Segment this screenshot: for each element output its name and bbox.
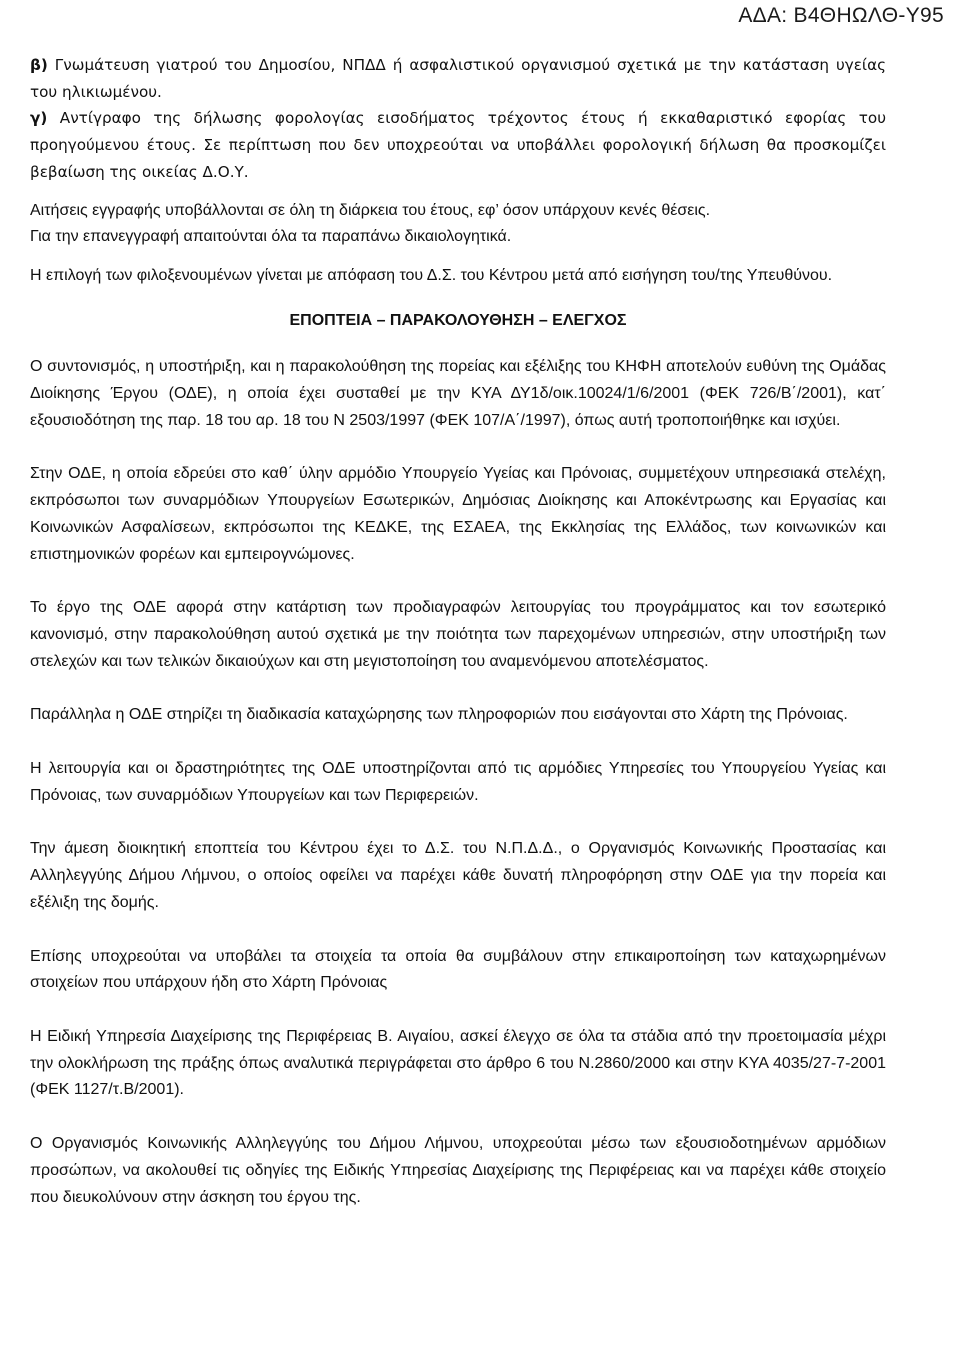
selection-note: Η επιλογή των φιλοξενουμένων γίνεται με απόφαση του Δ.Σ. του Κέντρου μετά από εισήγηση του/της Υπευθύνου.: [30, 266, 833, 284]
section-paragraphs: [30, 354, 886, 1211]
section-heading: ΕΠΟΠΤΕΙΑ – ΠΑΡΑΚΟΛΟΥΘΗΣΗ – ΕΛΕΓΧΟΣ: [289, 311, 627, 329]
paragraph: Ο συντονισμός, η υποστήριξη, και η παρακολούθηση της πορείας και εξέλιξης του ΚΗΦΗ αποτελούν ευθύνη της Ομάδας Διοίκησης Έργου (ΟΔΕ), η οποία έχει συσταθεί με την ΚΥΑ ΔΥ1δ/οικ.10024/1/6/2001 (ΦΕΚ 726/Β΄/2001), κατ΄ εξουσιοδότηση της παρ. 18 του αρ. 18 του Ν 2503/1997 (ΦΕΚ 107/Α΄/1997), όπως αυτή τροποποιήθηκε και ισχύει.: [30, 358, 886, 429]
ada-code: ΑΔΑ: Β4ΘΗΩΛΘ-Υ95: [738, 4, 944, 27]
item-text-c: Αντίγραφο της δήλωσης φορολογίας εισοδήματος τρέχοντος έτους ή εκκαθαριστικό εφορίας του προηγούμενου έτους. Σε περίπτωση που δεν υποχρεούται να υποβάλλει φορολογική δήλωση θα προσκομίζει βεβαίωση της οικείας Δ.Ο.Υ.: [30, 109, 886, 181]
reregistration-note: Για την επανεγγραφή απαιτούνται όλα τα παραπάνω δικαιολογητικά.: [30, 228, 512, 246]
requirement-item-b: [30, 52, 886, 105]
document-body: [30, 52, 886, 1211]
paragraph: Στην ΟΔΕ, η οποία εδρεύει στο καθ΄ ύλην αρμόδιο Υπουργείο Υγείας και Πρόνοιας, συμμετέχουν υπηρεσιακά στελέχη, εκπρόσωποι των συναρμόδιων Υπουργείων Εσωτερικών, Δημόσιας Διοίκησης και Αποκέντρωσης και Εργασίας και Κοινωνικών Ασφαλίσεων, εκπρόσωποι της ΚΕΔΚΕ, της ΕΣΑΕΑ, της Εκκλησίας της Ελλάδος, των κοινωνικών και επιστημονικών φορέων και εμπειρογνώμονες.: [30, 465, 886, 563]
paragraph: Το έργο της ΟΔΕ αφορά στην κατάρτιση των προδιαγραφών λειτουργίας του προγράμματος και τον εσωτερικό κανονισμό, στην παρακολούθηση αυτού σχετικά με την ποιότητα των παρεχομένων υπηρεσιών, στην υποστήριξη των στελεχών και των τελικών δικαιούχων και στη μεγιστοποίηση του αναμενόμενου αποτελέσματος.: [30, 599, 886, 670]
paragraph: Την άμεση διοικητική εποπτεία του Κέντρου έχει το Δ.Σ. του Ν.Π.Δ.Δ., ο Οργανισμός Κοινωνικής Προστασίας και Αλληλεγγύης Δήμου Λήμνου, ο οποίος οφείλει να παρέχει κάθε δυνατή πληροφόρηση στην ΟΔΕ για την πορεία και εξέλιξη της δομής.: [30, 840, 886, 911]
paragraph: Επίσης υποχρεούται να υποβάλει τα στοιχεία τα οποία θα συμβάλουν στην επικαιροποίηση των καταχωρημένων στοιχείων που υπάρχουν ήδη στο Χάρτη Πρόνοιας: [30, 947, 886, 992]
paragraph: Η λειτουργία και οι δραστηριότητες της ΟΔΕ υποστηρίζονται από τις αρμόδιες Υπηρεσίες του Υπουργείου Υγείας και Πρόνοιας, των συναρμόδιων Υπουργείων και των Περιφερειών.: [30, 760, 886, 804]
requirements-list: [30, 52, 886, 186]
item-label-c: γ): [30, 109, 48, 128]
paragraph: Η Ειδική Υπηρεσία Διαχείρισης της Περιφέρειας Β. Αιγαίου, ασκεί έλεγχο σε όλα τα στάδια από την προετοιμασία μέχρι την ολοκλήρωση της πράξης όπως αναλυτικά περιγράφεται στο άρθρο 6 του Ν.2860/2000 και στην ΚΥΑ 4035/27-7-2001 (ΦΕΚ 1127/τ.Β/2001).: [30, 1027, 886, 1099]
item-text-b: Γνωμάτευση γιατρού του Δημοσίου, ΝΠΔΔ ή ασφαλιστικού οργανισμού σχετικά με την κατάσταση υγείας του ηλικιωμένου.: [30, 56, 886, 101]
requirement-item-c: [30, 105, 886, 185]
item-label-b: β): [30, 56, 48, 74]
paragraph: Ο Οργανισμός Κοινωνικής Αλληλεγγύης του Δήμου Λήμνου, υποχρεούται μέσω των εξουσιοδοτημένων αρμόδιων προσώπων, να ακολουθεί τις οδηγίες της Ειδικής Υπηρεσίας Διαχείρισης της Περιφέρειας και να παρέχει κάθε στοιχείο που διευκολύνουν στην άσκηση του έργου της.: [30, 1135, 886, 1206]
applications-note: Αιτήσεις εγγραφής υποβάλλονται σε όλη τη διάρκεια του έτους, εφ’ όσον υπάρχουν κενές θέσεις.: [30, 201, 711, 219]
paragraph: Παράλληλα η ΟΔΕ στηρίζει τη διαδικασία καταχώρησης των πληροφοριών που εισάγονται στο Χάρτη της Πρόνοιας.: [30, 706, 848, 724]
